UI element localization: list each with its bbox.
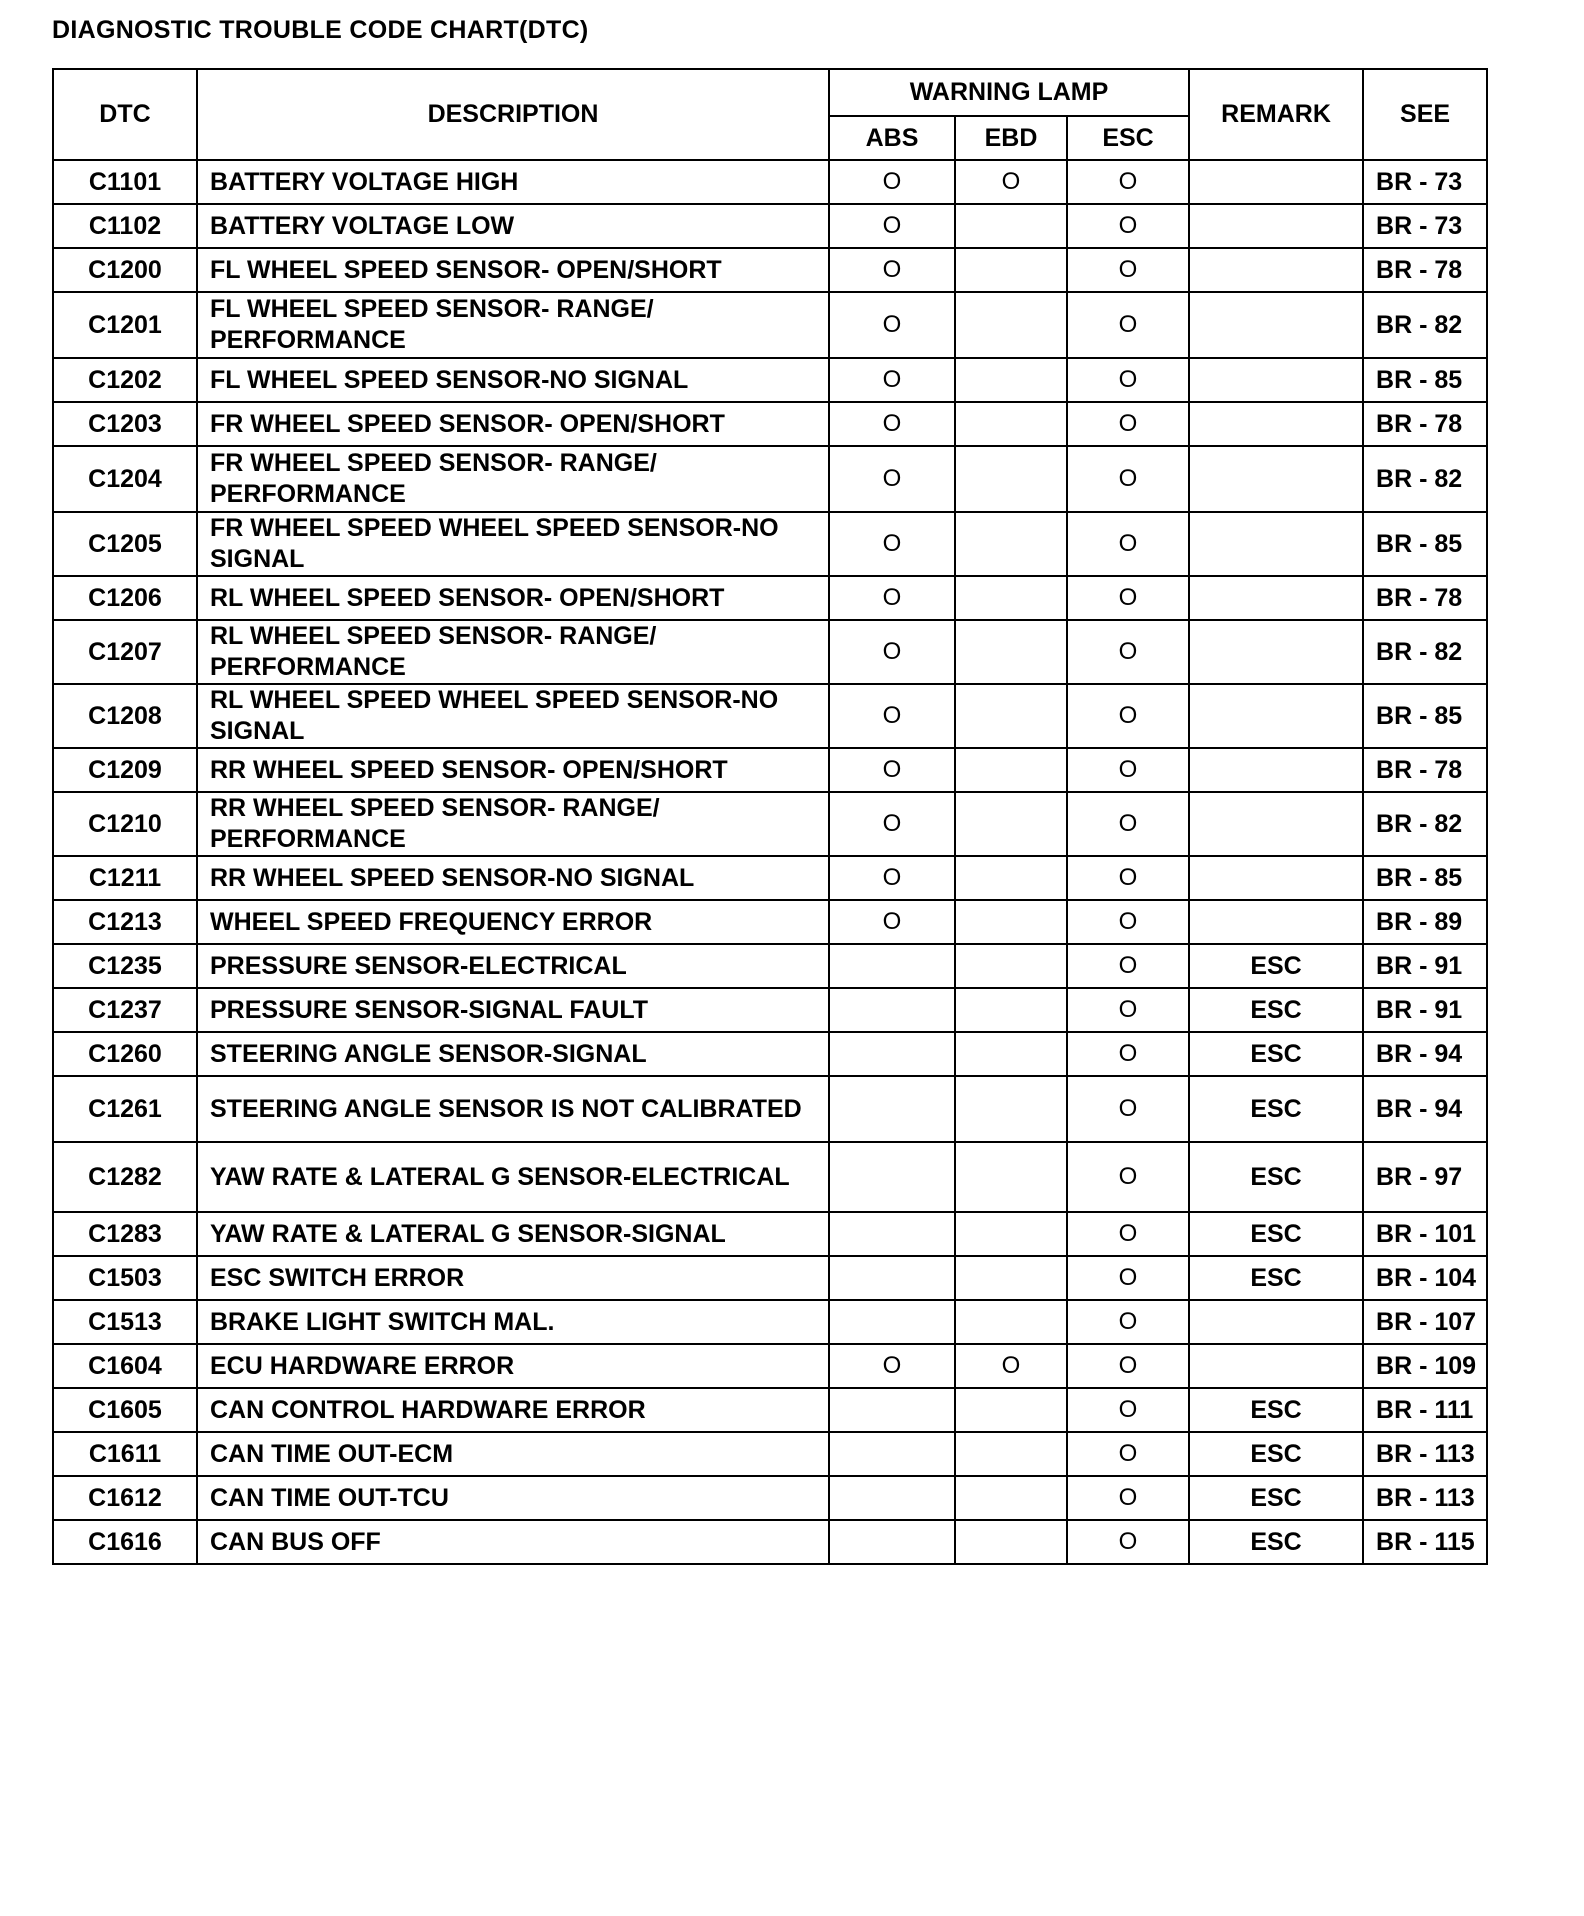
abs-lamp-mark: O: [829, 1344, 955, 1388]
see-reference: BR - 82: [1363, 620, 1487, 684]
remark: ESC: [1189, 1432, 1363, 1476]
esc-lamp-mark: O: [1067, 620, 1189, 684]
see-reference: BR - 78: [1363, 402, 1487, 446]
description: RL WHEEL SPEED WHEEL SPEED SENSOR-NO SIGNAL: [197, 684, 829, 748]
table-row: [53, 576, 1487, 620]
table-row: [53, 292, 1487, 358]
ebd-lamp-mark: [955, 204, 1067, 248]
abs-lamp-mark: [829, 1388, 955, 1432]
esc-lamp-mark: O: [1067, 1476, 1189, 1520]
ebd-lamp-mark: [955, 684, 1067, 748]
description: CAN CONTROL HARDWARE ERROR: [197, 1388, 829, 1432]
abs-lamp-mark: [829, 1076, 955, 1142]
description: PRESSURE SENSOR-ELECTRICAL: [197, 944, 829, 988]
dtc-code: C1203: [53, 402, 197, 446]
description: RR WHEEL SPEED SENSOR- OPEN/SHORT: [197, 748, 829, 792]
table-row: [53, 1212, 1487, 1256]
abs-lamp-mark: O: [829, 620, 955, 684]
see-reference: BR - 73: [1363, 204, 1487, 248]
header-esc: ESC: [1067, 116, 1189, 160]
header-remark: REMARK: [1189, 69, 1363, 160]
ebd-lamp-mark: [955, 988, 1067, 1032]
see-reference: BR - 73: [1363, 160, 1487, 204]
description: RR WHEEL SPEED SENSOR-NO SIGNAL: [197, 856, 829, 900]
see-reference: BR - 85: [1363, 512, 1487, 576]
dtc-code: C1202: [53, 358, 197, 402]
ebd-lamp-mark: [955, 1300, 1067, 1344]
abs-lamp-mark: O: [829, 292, 955, 358]
see-reference: BR - 111: [1363, 1388, 1487, 1432]
esc-lamp-mark: O: [1067, 1212, 1189, 1256]
page-title: DIAGNOSTIC TROUBLE CODE CHART(DTC): [52, 16, 589, 44]
esc-lamp-mark: O: [1067, 1256, 1189, 1300]
table-row: [53, 1476, 1487, 1520]
table-row: [53, 1432, 1487, 1476]
ebd-lamp-mark: [955, 1432, 1067, 1476]
remark: [1189, 204, 1363, 248]
table-row: [53, 900, 1487, 944]
header-see: SEE: [1363, 69, 1487, 160]
dtc-code: C1201: [53, 292, 197, 358]
remark: ESC: [1189, 944, 1363, 988]
abs-lamp-mark: [829, 1520, 955, 1564]
description: RR WHEEL SPEED SENSOR- RANGE/ PERFORMANCE: [197, 792, 829, 856]
ebd-lamp-mark: [955, 1212, 1067, 1256]
description: CAN BUS OFF: [197, 1520, 829, 1564]
description: YAW RATE & LATERAL G SENSOR-ELECTRICAL: [197, 1142, 829, 1212]
ebd-lamp-mark: [955, 620, 1067, 684]
description: BATTERY VOLTAGE HIGH: [197, 160, 829, 204]
description: YAW RATE & LATERAL G SENSOR-SIGNAL: [197, 1212, 829, 1256]
table-row: [53, 402, 1487, 446]
see-reference: BR - 101: [1363, 1212, 1487, 1256]
esc-lamp-mark: O: [1067, 684, 1189, 748]
header-dtc: DTC: [53, 69, 197, 160]
remark: ESC: [1189, 1032, 1363, 1076]
see-reference: BR - 94: [1363, 1076, 1487, 1142]
esc-lamp-mark: O: [1067, 402, 1189, 446]
ebd-lamp-mark: [955, 446, 1067, 512]
abs-lamp-mark: O: [829, 402, 955, 446]
esc-lamp-mark: O: [1067, 576, 1189, 620]
table-row: [53, 1032, 1487, 1076]
dtc-code: C1611: [53, 1432, 197, 1476]
ebd-lamp-mark: [955, 792, 1067, 856]
dtc-code: C1503: [53, 1256, 197, 1300]
description: WHEEL SPEED FREQUENCY ERROR: [197, 900, 829, 944]
remark: [1189, 1344, 1363, 1388]
dtc-code: C1207: [53, 620, 197, 684]
abs-lamp-mark: O: [829, 446, 955, 512]
table-row: [53, 1142, 1487, 1212]
table-row: [53, 944, 1487, 988]
dtc-code: C1616: [53, 1520, 197, 1564]
table-row: [53, 1076, 1487, 1142]
esc-lamp-mark: O: [1067, 1388, 1189, 1432]
table-row: [53, 204, 1487, 248]
dtc-code: C1213: [53, 900, 197, 944]
dtc-code: C1260: [53, 1032, 197, 1076]
dtc-code: C1211: [53, 856, 197, 900]
description: ESC SWITCH ERROR: [197, 1256, 829, 1300]
dtc-code: C1513: [53, 1300, 197, 1344]
dtc-code: C1605: [53, 1388, 197, 1432]
remark: ESC: [1189, 988, 1363, 1032]
table-row: [53, 792, 1487, 856]
description: ECU HARDWARE ERROR: [197, 1344, 829, 1388]
header-ebd: EBD: [955, 116, 1067, 160]
remark: ESC: [1189, 1142, 1363, 1212]
esc-lamp-mark: O: [1067, 1432, 1189, 1476]
table-row: [53, 1344, 1487, 1388]
abs-lamp-mark: [829, 1212, 955, 1256]
table-row: [53, 856, 1487, 900]
description: CAN TIME OUT-TCU: [197, 1476, 829, 1520]
remark: [1189, 358, 1363, 402]
remark: ESC: [1189, 1388, 1363, 1432]
esc-lamp-mark: O: [1067, 1076, 1189, 1142]
remark: [1189, 402, 1363, 446]
remark: [1189, 446, 1363, 512]
dtc-code: C1206: [53, 576, 197, 620]
dtc-code: C1210: [53, 792, 197, 856]
esc-lamp-mark: O: [1067, 358, 1189, 402]
ebd-lamp-mark: [955, 576, 1067, 620]
see-reference: BR - 78: [1363, 748, 1487, 792]
dtc-code: C1283: [53, 1212, 197, 1256]
dtc-code: C1208: [53, 684, 197, 748]
dtc-code: C1237: [53, 988, 197, 1032]
abs-lamp-mark: O: [829, 900, 955, 944]
esc-lamp-mark: O: [1067, 292, 1189, 358]
remark: [1189, 856, 1363, 900]
see-reference: BR - 91: [1363, 988, 1487, 1032]
esc-lamp-mark: O: [1067, 446, 1189, 512]
see-reference: BR - 115: [1363, 1520, 1487, 1564]
ebd-lamp-mark: [955, 402, 1067, 446]
see-reference: BR - 85: [1363, 856, 1487, 900]
see-reference: BR - 85: [1363, 358, 1487, 402]
abs-lamp-mark: O: [829, 792, 955, 856]
ebd-lamp-mark: [955, 1520, 1067, 1564]
ebd-lamp-mark: [955, 512, 1067, 576]
see-reference: BR - 107: [1363, 1300, 1487, 1344]
table-row: [53, 512, 1487, 576]
table-row: [53, 248, 1487, 292]
see-reference: BR - 97: [1363, 1142, 1487, 1212]
description: STEERING ANGLE SENSOR-SIGNAL: [197, 1032, 829, 1076]
remark: [1189, 620, 1363, 684]
abs-lamp-mark: [829, 1476, 955, 1520]
ebd-lamp-mark: [955, 944, 1067, 988]
ebd-lamp-mark: O: [955, 160, 1067, 204]
see-reference: BR - 113: [1363, 1476, 1487, 1520]
remark: [1189, 512, 1363, 576]
header-description: DESCRIPTION: [197, 69, 829, 160]
table-row: [53, 620, 1487, 684]
abs-lamp-mark: O: [829, 248, 955, 292]
description: FR WHEEL SPEED SENSOR- RANGE/ PERFORMANCE: [197, 446, 829, 512]
ebd-lamp-mark: [955, 358, 1067, 402]
description: FR WHEEL SPEED SENSOR- OPEN/SHORT: [197, 402, 829, 446]
remark: [1189, 576, 1363, 620]
dtc-code: C1235: [53, 944, 197, 988]
remark: [1189, 900, 1363, 944]
dtc-code: C1102: [53, 204, 197, 248]
abs-lamp-mark: [829, 1256, 955, 1300]
abs-lamp-mark: O: [829, 358, 955, 402]
see-reference: BR - 94: [1363, 1032, 1487, 1076]
see-reference: BR - 109: [1363, 1344, 1487, 1388]
abs-lamp-mark: [829, 944, 955, 988]
remark: ESC: [1189, 1520, 1363, 1564]
esc-lamp-mark: O: [1067, 748, 1189, 792]
ebd-lamp-mark: O: [955, 1344, 1067, 1388]
abs-lamp-mark: O: [829, 512, 955, 576]
esc-lamp-mark: O: [1067, 988, 1189, 1032]
esc-lamp-mark: O: [1067, 248, 1189, 292]
dtc-code: C1205: [53, 512, 197, 576]
dtc-code: C1282: [53, 1142, 197, 1212]
see-reference: BR - 82: [1363, 292, 1487, 358]
description: FL WHEEL SPEED SENSOR- OPEN/SHORT: [197, 248, 829, 292]
ebd-lamp-mark: [955, 248, 1067, 292]
ebd-lamp-mark: [955, 1032, 1067, 1076]
dtc-code: C1604: [53, 1344, 197, 1388]
abs-lamp-mark: O: [829, 748, 955, 792]
ebd-lamp-mark: [955, 1476, 1067, 1520]
esc-lamp-mark: O: [1067, 160, 1189, 204]
remark: [1189, 248, 1363, 292]
abs-lamp-mark: [829, 1032, 955, 1076]
ebd-lamp-mark: [955, 900, 1067, 944]
remark: [1189, 748, 1363, 792]
ebd-lamp-mark: [955, 856, 1067, 900]
ebd-lamp-mark: [955, 748, 1067, 792]
esc-lamp-mark: O: [1067, 944, 1189, 988]
table-row: [53, 1520, 1487, 1564]
table-row: [53, 358, 1487, 402]
abs-lamp-mark: [829, 988, 955, 1032]
see-reference: BR - 82: [1363, 792, 1487, 856]
see-reference: BR - 85: [1363, 684, 1487, 748]
description: RL WHEEL SPEED SENSOR- RANGE/ PERFORMANCE: [197, 620, 829, 684]
esc-lamp-mark: O: [1067, 1344, 1189, 1388]
esc-lamp-mark: O: [1067, 1142, 1189, 1212]
abs-lamp-mark: O: [829, 576, 955, 620]
table-row: [53, 446, 1487, 512]
table-row: [53, 684, 1487, 748]
ebd-lamp-mark: [955, 1256, 1067, 1300]
dtc-code: C1101: [53, 160, 197, 204]
see-reference: BR - 91: [1363, 944, 1487, 988]
description: STEERING ANGLE SENSOR IS NOT CALIBRATED: [197, 1076, 829, 1142]
remark: ESC: [1189, 1076, 1363, 1142]
esc-lamp-mark: O: [1067, 856, 1189, 900]
abs-lamp-mark: O: [829, 684, 955, 748]
dtc-code: C1204: [53, 446, 197, 512]
remark: ESC: [1189, 1256, 1363, 1300]
dtc-table: [52, 68, 1488, 1565]
description: BATTERY VOLTAGE LOW: [197, 204, 829, 248]
esc-lamp-mark: O: [1067, 900, 1189, 944]
abs-lamp-mark: O: [829, 160, 955, 204]
remark: [1189, 1300, 1363, 1344]
esc-lamp-mark: O: [1067, 204, 1189, 248]
dtc-code: C1612: [53, 1476, 197, 1520]
description: PRESSURE SENSOR-SIGNAL FAULT: [197, 988, 829, 1032]
table-row: [53, 160, 1487, 204]
ebd-lamp-mark: [955, 292, 1067, 358]
dtc-code: C1261: [53, 1076, 197, 1142]
remark: [1189, 160, 1363, 204]
header-row: [53, 69, 1487, 116]
table-row: [53, 748, 1487, 792]
ebd-lamp-mark: [955, 1142, 1067, 1212]
table-row: [53, 1300, 1487, 1344]
description: FL WHEEL SPEED SENSOR-NO SIGNAL: [197, 358, 829, 402]
ebd-lamp-mark: [955, 1076, 1067, 1142]
see-reference: BR - 82: [1363, 446, 1487, 512]
header-abs: ABS: [829, 116, 955, 160]
remark: [1189, 792, 1363, 856]
see-reference: BR - 89: [1363, 900, 1487, 944]
see-reference: BR - 78: [1363, 576, 1487, 620]
remark: ESC: [1189, 1212, 1363, 1256]
see-reference: BR - 104: [1363, 1256, 1487, 1300]
see-reference: BR - 78: [1363, 248, 1487, 292]
esc-lamp-mark: O: [1067, 1520, 1189, 1564]
abs-lamp-mark: O: [829, 856, 955, 900]
esc-lamp-mark: O: [1067, 1300, 1189, 1344]
ebd-lamp-mark: [955, 1388, 1067, 1432]
description: BRAKE LIGHT SWITCH MAL.: [197, 1300, 829, 1344]
abs-lamp-mark: [829, 1300, 955, 1344]
esc-lamp-mark: O: [1067, 512, 1189, 576]
abs-lamp-mark: [829, 1142, 955, 1212]
see-reference: BR - 113: [1363, 1432, 1487, 1476]
remark: ESC: [1189, 1476, 1363, 1520]
table-row: [53, 1256, 1487, 1300]
description: RL WHEEL SPEED SENSOR- OPEN/SHORT: [197, 576, 829, 620]
description: FR WHEEL SPEED WHEEL SPEED SENSOR-NO SIGNAL: [197, 512, 829, 576]
dtc-code: C1209: [53, 748, 197, 792]
table-row: [53, 988, 1487, 1032]
esc-lamp-mark: O: [1067, 792, 1189, 856]
esc-lamp-mark: O: [1067, 1032, 1189, 1076]
description: FL WHEEL SPEED SENSOR- RANGE/ PERFORMANCE: [197, 292, 829, 358]
header-warning-lamp: WARNING LAMP: [829, 69, 1189, 116]
remark: [1189, 684, 1363, 748]
table-body: [53, 160, 1487, 1564]
dtc-code: C1200: [53, 248, 197, 292]
table-row: [53, 1388, 1487, 1432]
abs-lamp-mark: O: [829, 204, 955, 248]
description: CAN TIME OUT-ECM: [197, 1432, 829, 1476]
abs-lamp-mark: [829, 1432, 955, 1476]
remark: [1189, 292, 1363, 358]
